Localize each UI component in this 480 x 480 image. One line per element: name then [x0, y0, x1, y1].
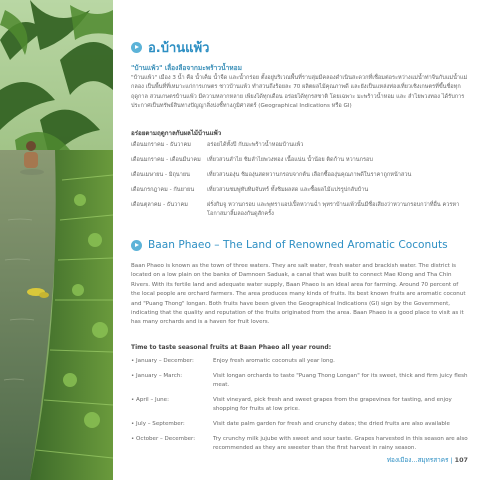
list-item [131, 396, 469, 415]
season-description: Visit date palm garden for fresh and crunchy dates; the dried fruits are also available [213, 420, 450, 427]
season-description: เที่ยวสวนลำไย ชิมลำไยพวงทอง เนื้อแน่น น้ำน้อย ติดก้าน หวานกรอบ [207, 157, 373, 163]
list-item [131, 435, 469, 454]
season-description: อร่อยได้ทั้งปี กับมะพร้าวน้ำหอมบ้านแพ้ว [207, 142, 304, 148]
english-season-list [131, 357, 469, 459]
season-months: • January – March: [131, 372, 183, 379]
page-number: 107 [454, 456, 468, 464]
thai-subtitle: "บ้านแพ้ว" เลื่องลือจากมะพร้าวน้ำหอม [131, 64, 242, 72]
list-item [131, 171, 469, 180]
season-description: Visit vineyard, pick fresh and sweet grapes from the grapevines for tasting, and enjoy shopping for fruits at low price. [213, 396, 452, 413]
list-item [131, 420, 469, 430]
content-area [131, 0, 469, 480]
thai-title: อ.บ้านแพ้ว [148, 41, 210, 56]
english-season-heading: Time to taste seasonal fruits at Baan Phaeo all year round: [131, 344, 332, 351]
arrow-bullet-icon [131, 42, 142, 53]
footer-location: ท่องเมือง...สมุทรสาคร [386, 456, 449, 464]
season-months: • October – December: [131, 435, 196, 442]
coconut-orchard-photo [0, 0, 113, 480]
season-months: • January – December: [131, 358, 194, 364]
list-item [131, 141, 469, 150]
list-item [131, 372, 469, 391]
season-months: เดือนมกราคม - ธันวาคม [131, 142, 191, 148]
season-months: เดือนเมษายน - มิถุนายน [131, 172, 190, 178]
season-description: Visit longan orchards to taste "Puang Thong Longan" for its sweet, thick and firm juicy flesh meat. [213, 372, 468, 389]
footer-separator: | [450, 456, 453, 464]
arrow-bullet-icon [131, 240, 142, 251]
page-footer [387, 455, 468, 465]
english-section-heading [131, 239, 448, 251]
season-months: เดือนมกราคม - เดือนมีนาคม [131, 157, 201, 163]
season-months: เดือนกรกฎาคม - กันยายน [131, 187, 195, 193]
season-description: Enjoy fresh aromatic coconuts all year long. [213, 358, 335, 364]
thai-season-heading: อร่อยตามฤดูกาลกับผลไม้บ้านแพ้ว [131, 130, 222, 137]
english-title: Baan Phaeo – The Land of Renowned Aromatic Coconuts [148, 239, 448, 251]
english-body-paragraph: Baan Phaeo is known as the town of three waters. They are salt water, fresh water and brackish water. The district is located on a low plain on the banks of Damnoen Saduak, a canal that was built to connect Mae Klong and Tha Chin Rivers. With its fertile land and adequate water supply, Baan Phaeo is an ideal area for farming. Around 70 percent of the local people are orchard farmers. The area produces many kinds of fruits. Its best known fruits are aromatic coconut and "Puang Thong" longan. Both fruits have been given the Geographical Indications (GI) sign by the Government, indicating that the quality and reputation of the fruits originated from the area. Baan Phaeo is a good place to visit as it has many orchards and is a haven for fruit lovers. [131, 263, 466, 326]
list-item [131, 201, 469, 219]
list-item [131, 186, 469, 195]
season-description: Try crunchy milk jujube with sweet and sour taste. Grapes harvested in this season are also recommended as they are sweeter than the first harvest in rainy season. [213, 435, 468, 452]
thai-body-paragraph: "บ้านแพ้ว" เมือง 3 น้ำ คือ น้ำเค็ม น้ำจืด และน้ำกร่อย ตั้งอยู่บริเวณพื้นที่ราบลุ่มมีคลองดำเนินสะดวกที่เชื่อมต่อระหว่างแม่น้ำท่าจีนกับแม่น้ำแม่กลอง เป็นพื้นที่ที่เหมาะแก่การเกษตร ชาวบ้านแพ้ว ทำสวนถึงร้อยละ 70 ผลิตผลไม้คุณภาพดี และยังเป็นแหล่งท่องเที่ยวเชิงเกษตรที่ขึ้นชื่อทุกฤดูกาล สวนเกษตรบ้านแพ้ว มีความหลากหลาย เพียงได้ทุกเดือน อร่อยได้ทุกรสชาติ โดยเฉพาะ มะพร้าวน้ำหอม และ ลำไยพวงทอง ได้รับการประกาศเป็นทรัพย์สินทางปัญญาสิ่งบ่งชี้ทางภูมิศาสตร์ (Geographical Indications หรือ GI) [131, 75, 468, 110]
season-description: ฝรั่งกิมจู หวานกรอบ และพุทราแอปเปิ้ลหวานฉ่ำ พุทราบ้านแพ้วนั้นมีชื่อเสียงว่าหวานกรอบกว่าที่อื่น ควรหาโอกาสมาลิ้มลองกันดูสักครั้ง [207, 202, 460, 217]
season-months: เดือนตุลาคม - ธันวาคม [131, 202, 188, 208]
season-description: เที่ยวสวนองุ่น ชิมองุ่นสดหวานกรอบจากต้น เลือกซื้อองุ่นคุณภาพดีในราคาถูกหน้าสวน [207, 172, 412, 178]
list-item [131, 156, 469, 165]
list-item [131, 357, 469, 367]
season-description: เที่ยวสวนชมพู่ทับทิมจันทร์ ทั้งชิมผลสด และซื้อผลไม้แปรรูปกลับบ้าน [207, 187, 369, 193]
season-months: • April – June: [131, 396, 169, 403]
thai-season-list [131, 141, 469, 225]
thai-section-heading [131, 37, 209, 58]
season-months: • July – September: [131, 420, 185, 427]
